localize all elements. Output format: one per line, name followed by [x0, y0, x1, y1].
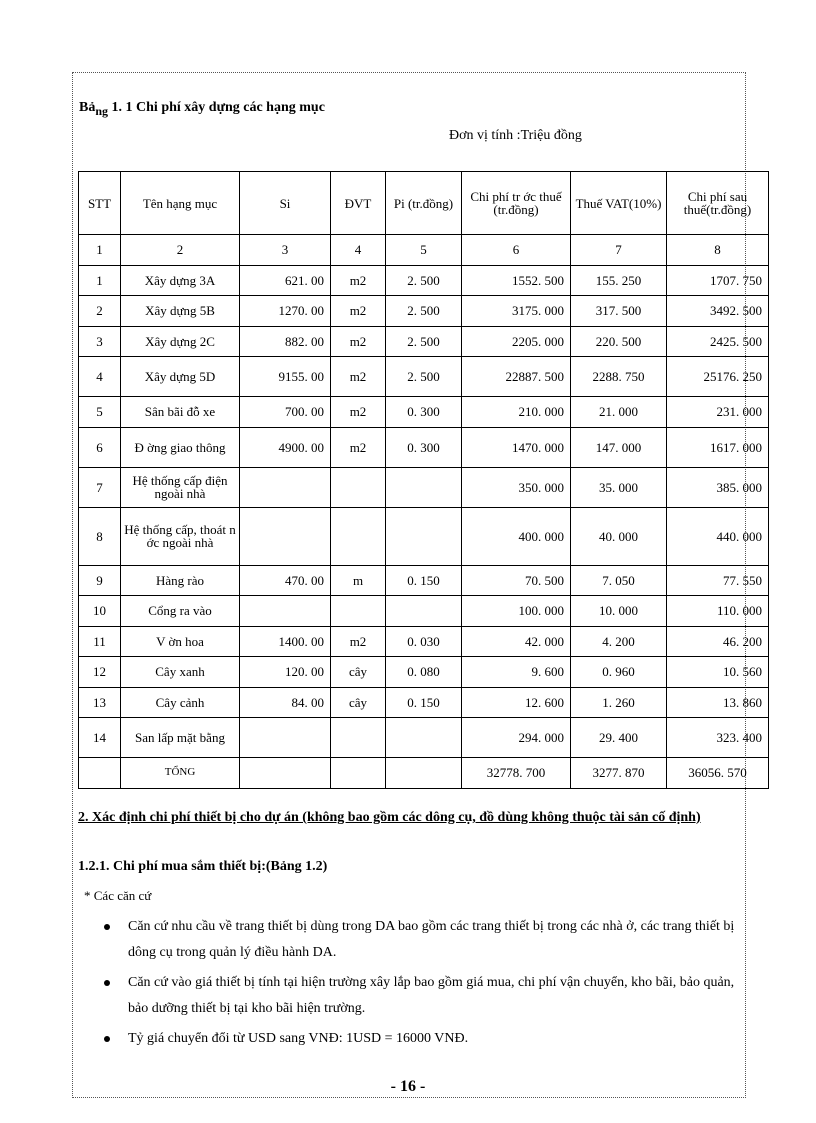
table-cell: Cổng ra vào [121, 596, 240, 627]
table-cell: 3175. 000 [462, 296, 571, 327]
table-cell: 2 [79, 296, 121, 327]
table-cell: 1552. 500 [462, 265, 571, 296]
table-cell: Xây dựng 3A [121, 265, 240, 296]
index-cell: 8 [667, 235, 769, 266]
table-cell [331, 467, 386, 507]
table-cell: 621. 00 [240, 265, 331, 296]
header-cell: Chi phí sau thuế(tr.đồng) [667, 172, 769, 235]
table-cell: 0. 080 [386, 657, 462, 688]
table-cell: 110. 000 [667, 596, 769, 627]
header-cell: ĐVT [331, 172, 386, 235]
table-cell: 14 [79, 718, 121, 758]
table-cell: San lấp mặt bằng [121, 718, 240, 758]
table-cell: 350. 000 [462, 467, 571, 507]
table-cell: Xây dựng 2C [121, 326, 240, 357]
table-cell: 12. 600 [462, 687, 571, 718]
table-cell: 323. 400 [667, 718, 769, 758]
table-cell: 70. 500 [462, 565, 571, 596]
table-cell: 385. 000 [667, 467, 769, 507]
table-cell [386, 718, 462, 758]
table-row [79, 265, 769, 296]
total-empty-cell [331, 758, 386, 789]
table-cell: 4900. 00 [240, 427, 331, 467]
table-cell: 440. 000 [667, 507, 769, 565]
table-cell [386, 467, 462, 507]
table-cell: m [331, 565, 386, 596]
table-cell: m2 [331, 296, 386, 327]
table-cell: 0. 150 [386, 687, 462, 718]
table-cell: 0. 960 [571, 657, 667, 688]
table-row [79, 718, 769, 758]
header-cell: Chi phí tr ớc thuế (tr.đồng) [462, 172, 571, 235]
header-cell: Thuế VAT(10%) [571, 172, 667, 235]
table-cell: 1617. 000 [667, 427, 769, 467]
table-cell: 40. 000 [571, 507, 667, 565]
table-cell: 3 [79, 326, 121, 357]
table-cell: 3492. 500 [667, 296, 769, 327]
total-row [79, 758, 769, 789]
table-cell: 5 [79, 397, 121, 428]
page-number: - 16 - [390, 1078, 426, 1095]
table-cell [331, 507, 386, 565]
bullet-icon [104, 924, 110, 930]
total-stt-cell [79, 758, 121, 789]
table-cell: 22887. 500 [462, 357, 571, 397]
table-cell: 8 [79, 507, 121, 565]
table-cell: 12 [79, 657, 121, 688]
index-cell: 6 [462, 235, 571, 266]
table-row [79, 596, 769, 627]
table-cell: 1270. 00 [240, 296, 331, 327]
cost-table [78, 171, 769, 789]
total-after-tax: 36056. 570 [667, 758, 769, 789]
table-cell: Xây dựng 5B [121, 296, 240, 327]
table-cell: 6 [79, 427, 121, 467]
table-caption: Bảng 1. 1 Chi phí xây dựng các hạng mục [79, 100, 325, 118]
index-cell: 1 [79, 235, 121, 266]
list-item: Tỷ giá chuyển đổi từ USD sang VNĐ: 1USD = 16000 VNĐ. [104, 1026, 754, 1052]
table-cell: 2425. 500 [667, 326, 769, 357]
table-cell: 1707. 750 [667, 265, 769, 296]
table-cell [386, 596, 462, 627]
table-cell: 2. 500 [386, 357, 462, 397]
total-empty-cell [240, 758, 331, 789]
table-cell: 700. 00 [240, 397, 331, 428]
table-header-row [79, 172, 769, 235]
table-cell: Hệ thống cấp điện ngoài nhà [121, 467, 240, 507]
table-cell: 13. 860 [667, 687, 769, 718]
table-cell: 10. 560 [667, 657, 769, 688]
table-cell: 294. 000 [462, 718, 571, 758]
table-cell: 9 [79, 565, 121, 596]
table-cell: m2 [331, 357, 386, 397]
table-cell: 4. 200 [571, 626, 667, 657]
table-cell: 155. 250 [571, 265, 667, 296]
total-before-tax: 32778. 700 [462, 758, 571, 789]
table-cell: m2 [331, 265, 386, 296]
basis-label: * Các căn cứ [84, 888, 152, 903]
table-cell [240, 507, 331, 565]
table-cell: 120. 00 [240, 657, 331, 688]
index-cell: 3 [240, 235, 331, 266]
table-cell: 0. 030 [386, 626, 462, 657]
table-cell: 100. 000 [462, 596, 571, 627]
table-cell: 2288. 750 [571, 357, 667, 397]
table-cell: Đ ờng giao thông [121, 427, 240, 467]
table-cell: 2. 500 [386, 265, 462, 296]
bullet-icon [104, 980, 110, 986]
table-cell [240, 467, 331, 507]
table-cell: 35. 000 [571, 467, 667, 507]
table-cell: 0. 300 [386, 427, 462, 467]
table-cell: 9155. 00 [240, 357, 331, 397]
table-cell: 220. 500 [571, 326, 667, 357]
table-cell: 4 [79, 357, 121, 397]
table-cell: cây [331, 687, 386, 718]
table-cell: Cây xanh [121, 657, 240, 688]
table-row [79, 357, 769, 397]
total-vat: 3277. 870 [571, 758, 667, 789]
table-row [79, 326, 769, 357]
table-cell: m2 [331, 397, 386, 428]
table-cell: 210. 000 [462, 397, 571, 428]
table-cell: m2 [331, 427, 386, 467]
section-title: 2. Xác định chi phí thiết bị cho dự án (không bao gồm các dông cụ, đồ dùng không thuộc tài sản cố định) [78, 810, 701, 825]
table-cell [331, 596, 386, 627]
table-cell: 147. 000 [571, 427, 667, 467]
table-cell: m2 [331, 626, 386, 657]
table-cell: 13 [79, 687, 121, 718]
table-cell: 7 [79, 467, 121, 507]
table-cell: Hệ thống cấp, thoát n ớc ngoài nhà [121, 507, 240, 565]
table-cell: Sân bãi đỗ xe [121, 397, 240, 428]
table-cell: 10. 000 [571, 596, 667, 627]
list-item: Căn cứ nhu cầu về trang thiết bị dùng trong DA bao gồm các trang thiết bị trong các nhà ở, các trang thiết bị dông cụ trong quản lý điều hành DA. [104, 914, 754, 966]
table-cell [240, 596, 331, 627]
index-cell: 7 [571, 235, 667, 266]
table-cell: 46. 200 [667, 626, 769, 657]
table-cell: 9. 600 [462, 657, 571, 688]
index-row [79, 235, 769, 266]
table-row [79, 296, 769, 327]
table-cell: 400. 000 [462, 507, 571, 565]
list-item: Căn cứ vào giá thiết bị tính tại hiện trường xây lắp bao gồm giá mua, chi phí vận chuyển, kho bãi, bảo quản, bảo dưỡng thiết bị tại kho bãi hiện trường. [104, 970, 754, 1022]
table-row [79, 397, 769, 428]
bullet-icon [104, 1036, 110, 1042]
index-cell: 5 [386, 235, 462, 266]
header-cell: Si [240, 172, 331, 235]
table-cell: 1400. 00 [240, 626, 331, 657]
table-cell: 84. 00 [240, 687, 331, 718]
table-cell: 77. 550 [667, 565, 769, 596]
table-cell: 231. 000 [667, 397, 769, 428]
table-row [79, 657, 769, 688]
table-cell: Cây cảnh [121, 687, 240, 718]
table-row [79, 565, 769, 596]
table-cell: Xây dựng 5D [121, 357, 240, 397]
bullet-list [104, 914, 754, 1056]
table-cell: 0. 150 [386, 565, 462, 596]
table-cell: m2 [331, 326, 386, 357]
total-empty-cell [386, 758, 462, 789]
total-label: TỔNG [121, 758, 240, 789]
table-cell [240, 718, 331, 758]
table-cell: cây [331, 657, 386, 688]
table-cell: V ờn hoa [121, 626, 240, 657]
table-row [79, 467, 769, 507]
table-cell: 2. 500 [386, 296, 462, 327]
table-row [79, 427, 769, 467]
table-cell: 2205. 000 [462, 326, 571, 357]
table-row [79, 507, 769, 565]
table-cell: 7. 050 [571, 565, 667, 596]
subsection-title: 1.2.1. Chi phí mua sắm thiết bị:(Bảng 1.2) [78, 859, 328, 874]
header-cell: Pi (tr.đồng) [386, 172, 462, 235]
table-cell: 470. 00 [240, 565, 331, 596]
table-cell: 42. 000 [462, 626, 571, 657]
table-cell: Hàng rào [121, 565, 240, 596]
index-cell: 4 [331, 235, 386, 266]
table-row [79, 626, 769, 657]
header-cell: STT [79, 172, 121, 235]
table-row [79, 687, 769, 718]
table-cell: 21. 000 [571, 397, 667, 428]
table-cell: 1. 260 [571, 687, 667, 718]
table-cell: 1470. 000 [462, 427, 571, 467]
unit-note: Đơn vị tính :Triệu đồng [449, 128, 582, 143]
table-cell: 10 [79, 596, 121, 627]
table-cell: 882. 00 [240, 326, 331, 357]
index-cell: 2 [121, 235, 240, 266]
header-cell: Tên hạng mục [121, 172, 240, 235]
table-cell: 0. 300 [386, 397, 462, 428]
table-cell: 317. 500 [571, 296, 667, 327]
table-cell: 11 [79, 626, 121, 657]
table-cell: 29. 400 [571, 718, 667, 758]
table-cell: 25176. 250 [667, 357, 769, 397]
table-cell [386, 507, 462, 565]
table-cell: 1 [79, 265, 121, 296]
table-cell: 2. 500 [386, 326, 462, 357]
table-cell [331, 718, 386, 758]
